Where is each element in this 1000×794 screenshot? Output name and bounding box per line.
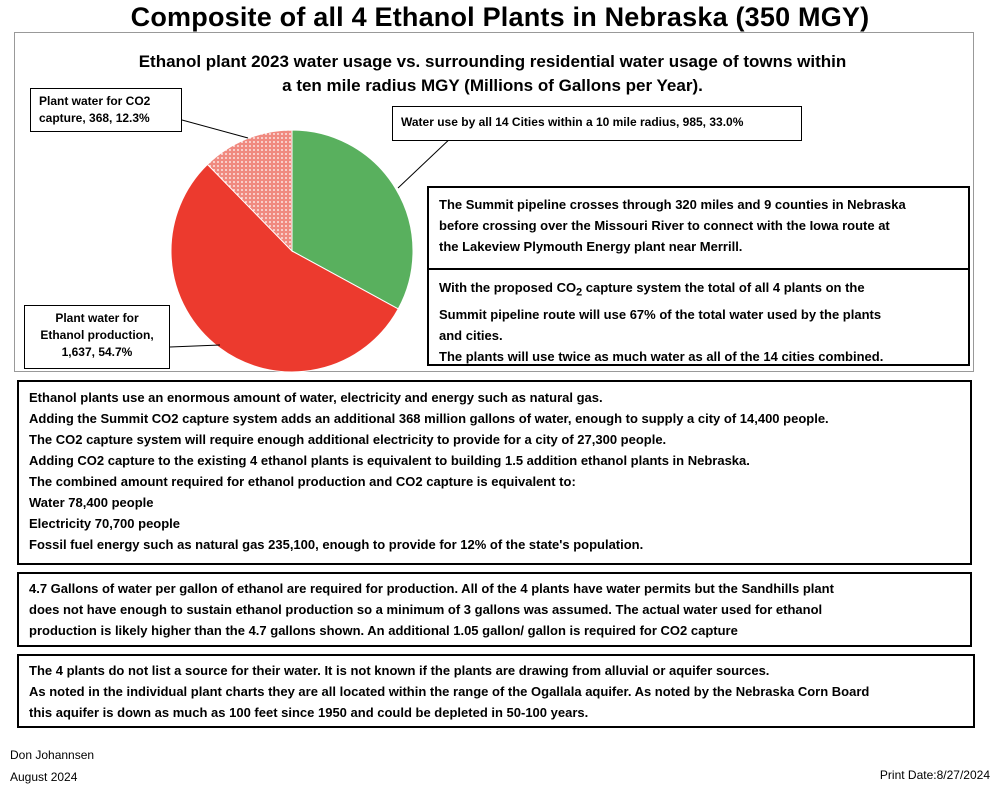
aquifer-line-2: As noted in the individual plant charts they are all located within the range of the Ogallala aquifer. As noted by the Nebraska Corn Board	[29, 684, 870, 699]
capture-line-1-end: capture system the total of all 4 plants on the	[582, 280, 865, 295]
gallons-line-2: does not have enough to sustain ethanol production so a minimum of 3 gallons was assumed. The actual water used for ethanol	[29, 602, 823, 617]
footer-print-date: Print Date:8/27/2024	[879, 768, 990, 782]
footer-author: Don Johannsen	[10, 748, 95, 762]
capture-line-1-subscript: 2	[576, 286, 583, 299]
label-ethanol-production	[24, 305, 170, 369]
leader-line-co2	[182, 120, 248, 138]
leader-line-ethanol	[170, 345, 220, 347]
pipeline-line-3: the Lakeview Plymouth Energy plant near Merrill.	[439, 239, 743, 254]
usage-line-1: Ethanol plants use an enormous amount of water, electricity and energy such as natural gas.	[29, 390, 603, 405]
chart-title-line-2: a ten mile radius MGY (Millions of Gallons per Year).	[282, 76, 703, 95]
aquifer-line-1: The 4 plants do not list a source for their water. It is not known if the plants are drawing from alluvial or aquifer sources.	[29, 663, 770, 678]
usage-line-6: Water 78,400 people	[29, 495, 154, 510]
label-ethanol-line-2: Ethanol production,	[40, 328, 154, 342]
gallons-line-1: 4.7 Gallons of water per gallon of ethanol are required for production. All of the 4 plants have water permits but the Sandhills plant	[29, 581, 834, 596]
label-co2-capture	[30, 88, 182, 132]
gallons-line-3: production is likely higher than the 4.7 gallons shown. An additional 1.05 gallon/ gallon is required for CO2 capture	[29, 623, 738, 638]
usage-line-8: Fossil fuel energy such as natural gas 235,100, enough to provide for 12% of the state's population.	[29, 537, 644, 552]
usage-line-5: The combined amount required for ethanol production and CO2 capture is equivalent to:	[29, 474, 576, 489]
capture-line-4: The plants will use twice as much water as all of the 14 cities combined.	[439, 348, 884, 364]
pipeline-line-2: before crossing over the Missouri River to connect with the Iowa route at	[439, 218, 890, 233]
page-title: Composite of all 4 Ethanol Plants in Nebraska (350 MGY)	[130, 2, 870, 32]
label-ethanol-line-3: 1,637, 54.7%	[61, 345, 133, 359]
usage-line-2: Adding the Summit CO2 capture system adds an additional 368 million gallons of water, enough to supply a city of 14,400 people.	[29, 411, 829, 426]
capture-box	[427, 268, 970, 366]
leader-line-cities	[398, 135, 454, 188]
usage-line-4: Adding CO2 capture to the existing 4 ethanol plants is equivalent to building 1.5 addition ethanol plants in Nebraska.	[29, 453, 750, 468]
pipeline-box	[427, 186, 970, 270]
capture-line-1-start: With the proposed CO	[439, 280, 577, 295]
label-cities	[392, 106, 802, 141]
capture-line-1	[439, 277, 958, 304]
label-cities-line-1: Water use by all 14 Cities within a 10 mile radius, 985, 33.0%	[401, 115, 744, 129]
usage-box	[17, 380, 972, 565]
pipeline-line-1: The Summit pipeline crosses through 320 miles and 9 counties in Nebraska	[439, 197, 906, 212]
usage-line-3: The CO2 capture system will require enough additional electricity to provide for a city of 27,300 people.	[29, 432, 667, 447]
label-co2-line-2: capture, 368, 12.3%	[39, 111, 150, 125]
capture-line-3: and cities.	[439, 327, 503, 343]
usage-line-7: Electricity 70,700 people	[29, 516, 181, 531]
chart-title-line-1: Ethanol plant 2023 water usage vs. surrounding residential water usage of towns within	[138, 52, 847, 71]
capture-line-2: Summit pipeline route will use 67% of the total water used by the plants	[439, 306, 882, 322]
aquifer-line-3: this aquifer is down as much as 100 feet since 1950 and could be depleted in 50-100 years.	[29, 705, 589, 720]
footer-date: August 2024	[10, 770, 78, 784]
gallons-box	[17, 572, 972, 647]
label-ethanol-line-1: Plant water for	[55, 311, 139, 325]
aquifer-box	[17, 654, 975, 728]
pie-slices	[171, 130, 413, 372]
label-co2-line-1: Plant water for CO2	[39, 94, 151, 108]
